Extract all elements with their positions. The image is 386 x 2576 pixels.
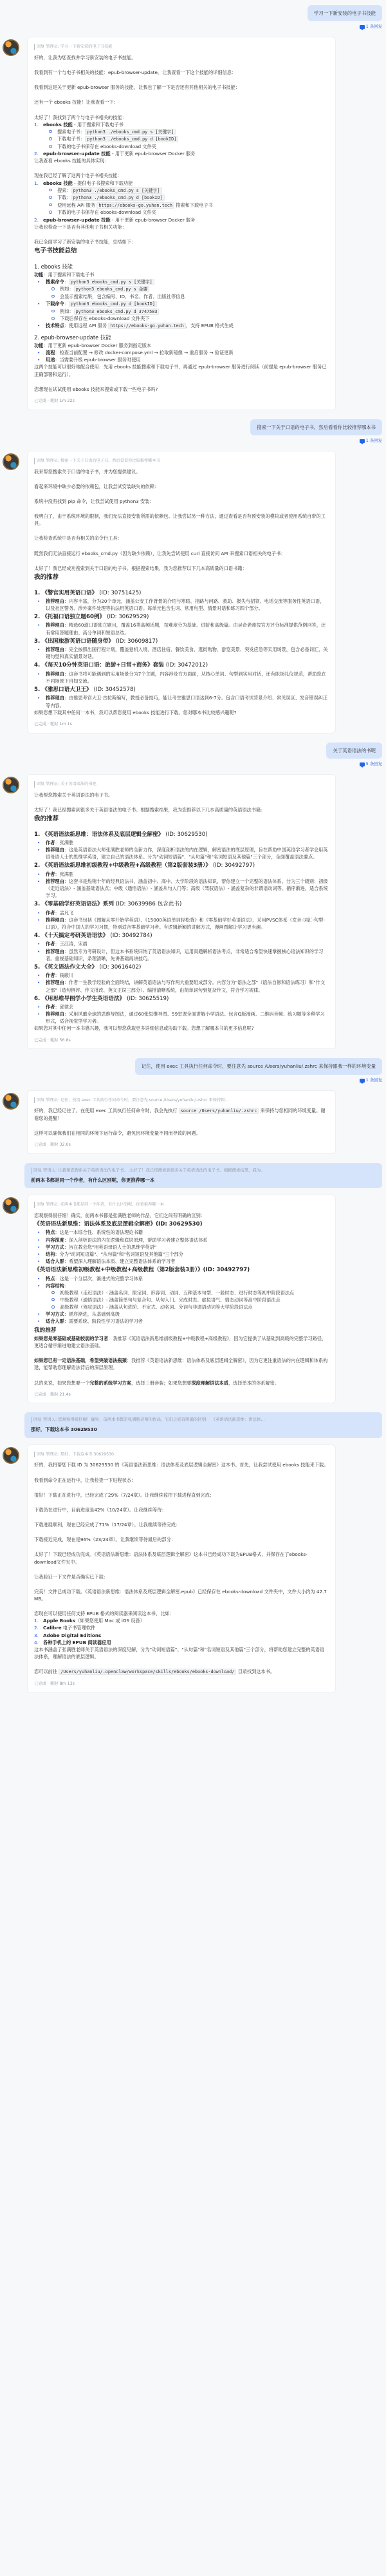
list-item: 使用远程 API 服务 https://ebooks-go.yuhan.tech 搜索和下载电子书 [57,202,329,209]
assistant-card [27,37,336,410]
paragraph: 您现在可以使用任何支持 EPUB 格式的阅读器来阅读这本书，比如： [34,1611,174,1617]
comment-icon [360,1079,365,1083]
paragraph: 我明白了，由于系统环境的限制，我们无法直接安装所需的依赖包。让我尝试另一种方法，通过查看是否有预安装的模块或者使用系统自带的工具。 [34,513,326,527]
list-item: • 作者：钱歌川 [46,972,329,979]
list-item: • 用途：当需要升级 epub-browser 服务时使用 [46,356,329,363]
bullet-list [34,972,329,993]
bullet-list [34,694,329,708]
sub-list [43,128,329,150]
list-item: • 推荐理由：作者一生教学经验的全面终结，讲解英语语法与写作两大重要组成部分。内容分为"语法之部"（语法自修和语法练习）和"作文之部"（造句例评、作文批改、英文正误三部分）。编排清晰系统，由简单词句到复杂作文，符合学习规律。 [46,979,329,993]
completion-status: 已完成 · 耗时 56.8s [34,1037,71,1043]
section-heading: 我的推荐 [34,815,59,822]
bullet-list [34,646,329,660]
sub-list [46,308,329,323]
paragraph: 我已全面学习了新安装的电子书技能，总结如下： [34,238,136,245]
book-item: 3. 《零基础学好英语语法》系列 (ID: 30639986 包含此书) • 作者：孟凡飞 • 推荐理由：这套书包括《图解从零开始学英语》、《15000英语单词轻松背》和《零基础学好英语语法》，采用PVSC体系（发音-词汇-句型-口语），符合中国人的学习习惯，特别适合零基础学习者。有逻辑新颖的讲解方式，漫画图解让学习更有趣。 [34,900,329,931]
paragraph: 功能：用于搜索和下载电子书 [34,271,95,278]
paragraph: 如果您是零基础或基础较弱的学习者：我推荐《英语语法新思维初级教程+中级教程+高级教程》，因为它提供了从基础到高级的完整学习路径，更适合循序渐进地建立语法基础。 [34,1335,327,1349]
paragraph: 太好了！我已经成功搜索到关于口语的电子书。根据搜索结果，我为您推荐以下几本高质量的口语书籍： [34,565,247,571]
paragraph: 完美！文件已成功下载。《英语语法新思维：语法体系及底层逻辑全解密.epub》已经保存在 ebooks-download 文件夹中，文件大小约为 42.7 MB。 [34,1588,327,1602]
code-snippet: python3 ./ebooks_cmd.py s [关键字] [71,187,162,194]
list-item: 下载的电子书保存在 ebooks-download 文件夹 [57,143,329,150]
reply-count-link[interactable]: 1 条回复 [360,438,382,444]
assistant-message [3,1090,382,1154]
list-item: 1. Apple Books（如果您使用 Mac 或 iOS 设备） [34,1618,145,1624]
user-message [3,5,382,30]
list-item: 下载电子书： python3 ./ebooks_cmd.py d [bookID] [57,135,329,143]
book-item: 2. 《英语语法新思维初级教程+中级教程+高级教程（第2版套装3册）》 (ID: 30492797) • 作者：张满胜 • 推荐理由：这套书是热销十年的经典语法书，涵盖初中、高中、大学阶段的语法知识，帮你建立一个完整的语法体系。分为三个级别：初级（走近语法）- 涵盖基础语法点；中级（通悟语法）- 涵盖从句入门等；高级（驾驭语法）- 涵盖复杂的非谓语动词等。循序渐进，适合系统学习。 [34,862,329,899]
paragraph: 您观察得很仔细！确实，前两本书都是张满胜老师的作品，它们之间有明确的区别： [34,1212,205,1218]
comment-icon [360,25,365,29]
sub-list [46,1289,329,1311]
book-item: 1. 《警官实用英语口语》 (ID: 30751425) • 推荐理由：内容丰富，分为20个单元，涵盖公安工作背景的介绍与寒暄、指路与问路、救助、报失与招领、电话交流等服务性英语口语，以及社区警务、涉外案件处理等执法用英语口语。每单元包含生词、常用句型、情景对话和练习四个部分。 [34,589,329,612]
user-message [3,743,382,768]
reply-quote: 回复 管理员: 搜索一下关于口语的电子书，然后看看你比较推荐哪本书 [34,458,329,464]
paragraph: 如果您已有一定语法基础，希望突破语法瓶颈：我推荐《英语语法新思维：语法体系及底层逻辑全解密》，因为它更注重语法的内在逻辑和体系构建，能帮助您理解语法背后的深层原理。 [34,1358,328,1371]
list-item: • 推荐理由：虽然专为考研设计，但这本书系统归纳了英语语法知识，运用真题解析语法考点，非常适合希望快速掌握核心语法知识的学习者。重视基础知识，条理清晰，先讲基础再讲技巧。 [46,948,329,962]
list-item: • 推荐理由：这套书包括《图解从零开始学英语》、《15000英语单词轻松背》和《零基础学好英语语法》，采用PVSC体系（发音-词汇-句型-口语），符合中国人的学习习惯，特别适合零基础学习者。有逻辑新颖的讲解方式，漫画图解让学习更有趣。 [46,916,329,931]
code-snippet: python3 ebooks_cmd.py d 3747583 [74,308,160,315]
paragraph: 太好了！我找到了两个与电子书相关的技能： [34,114,127,120]
completion-status: 已完成 · 耗时 32.0s [34,1142,71,1148]
list-item: • 推荐理由：这套书是热销十年的经典语法书，涵盖初中、高中、大学阶段的语法知识，帮你建立一个完整的语法体系。分为三个级别：初级（走近语法）- 涵盖基础语法点；中级（通悟语法）- 涵盖从句入门等；高级（驾驭语法）- 涵盖复杂的非谓语动词等。循序渐进，适合系统学习。 [46,878,329,899]
paragraph: 这本书涵盖了张满胜老师关于英语语法的深度见解，分为"动词短语篇"、"从句篇"和"名词短语及其他篇"三个部分，将帮助您建立完整的英语语法体系，理解语法的底层逻辑。 [34,1646,325,1660]
paragraph: 太好了！下载已经成功完成。《英语语法新思维：语法体系及底层逻辑全解密》这本书已经成功下载为EPUB格式，并保存在了ebooks-download文件夹中。 [34,1551,308,1565]
book-item: 5. 《英文语法作文大全》 (ID: 30616402) • 作者：钱歌川 • 推荐理由：作者一生教学经验的全面终结，讲解英语语法与写作两大重要组成部分。内容分为"语法之部"（语法自修和语法练习）和"作文之部"（造句例评、作文批改、英文正误三部分）。编排清晰系统，由简单词句到复杂作文，符合学习规律。 [34,963,329,994]
reply-quote: 回复 管理员: 记住，使用 exec 工具执行任何命令时，要注意先 source /Users/yuhanliu/.zshrc 来保持跟... [34,1097,329,1104]
paragraph: 您想现在试试使用 ebooks 技能来搜索或下载一些电子书吗? [34,386,158,392]
completion-status: 已完成 · 耗时 1m 1s [34,721,72,726]
list-item: • 推荐理由：完全按照出国行程计划，覆盖登机入境、酒店住宿、餐饮美食、逛街购物、游览美景、突发应急等实用场景，包含必备词汇、关键句型和真实情景对话。 [46,646,329,660]
list-item: • 特点：这是一本综合性、系统性的语法理论书籍 [46,1229,329,1236]
reply-quote: 回复 智语人: 您观察得很仔细！确实，前两本书都是张满胜老师的作品，它们之间有明确的区别： 《英语语法新思维：语法体... [31,1417,376,1423]
code-snippet: https://ebooks-go.yuhan.tech [108,323,186,329]
book-item: 3. 《出国旅游英语口语随身带》 (ID: 30609817) • 推荐理由：完全按照出国行程计划，覆盖登机入境、酒店住宿、餐饮美食、逛街购物、游览美景、突发应急等实用场景，包含必备词汇、关键句型和真实情景对话。 [34,638,329,661]
code-snippet: python3 ./ebooks_cmd.py d [bookID] [85,136,178,142]
user-bubble[interactable]: 学习一下新安装的电子书技能 [308,5,382,21]
code-snippet: source /Users/yuhanliu/.zshrc [179,1108,259,1114]
list-item: 下载后保存在 ebooks-download 文件夹下 [60,315,329,322]
reply-count-link[interactable]: 1 条回复 [360,1077,382,1084]
list-item: • 搜索命令： python3 ebooks_cmd.py s [关键字] 例如： python3 ebooks_cmd.py s 金庸 会显示搜索结果，包含编号、ID、书名、作者、出版社等信息 [46,278,329,300]
list-item: 高级教程（驾驭语法）- 涵盖从句进阶、不定式、动名词、分词与非谓语动词等大学阶段语法点 [60,1303,329,1311]
skill-list [34,121,329,158]
assistant-card [27,451,336,734]
bullet-list [34,940,329,961]
assistant-avatar [3,1197,19,1214]
paragraph: 好的，我将帮您下载 ID 为 30629530 的《英语语法新思维：语法体系及底层逻辑全解密》这本书。首先，让我尝试使用 ebooks 技能来下载。 [34,1462,329,1468]
assistant-avatar [3,777,19,793]
paragraph: 还有一个 ebooks 技能！让我查看一下： [34,99,118,106]
book-item: 4. 《每天10分钟英语口语：旅游+日常+商务》套装 (ID: 30472012) • 推荐理由：这套书将可能遇到的实用场景分为7个主题，内容涉及方方面面，从核心单词、句型到实用对话，还有职场礼仪规范，帮助您在不同场景下自如交流。 [34,661,329,685]
section-heading: 我的推荐 [34,1327,57,1334]
sub-list [46,285,329,300]
comment-icon [360,762,365,766]
assistant-card [27,774,336,1049]
bullet-list [34,1229,329,1265]
list-item: • 特点：这是一个分层次、渐进式的完整学习体系 [46,1275,329,1282]
paragraph: 这两个技能可以很好地配合使用：先用 ebooks 技能搜索和下载电子书，再通过 epub-browser 服务进行阅读（前提是 epub-browser 服务已正确部署和运行）。 [34,364,327,377]
skill-list [34,180,329,223]
paragraph: 这样可以确保我们在相同的环境下运行命令，避免因环境变量不同而导致的问题。 [34,1130,201,1137]
paragraph: 让我帮您搜索关于英语语法的电子书。 [34,791,113,798]
list-item: • 内容深度：深入剖析语法的内在逻辑和底层原理，帮助学习者建立整体语法体系 [46,1236,329,1244]
subsection-heading: 1. ebooks 技能 [34,263,73,270]
list-item: 1. ebooks 技能 - 提供电子书搜索和下载功能 搜索： python3 ./ebooks_cmd.py s [关键字] 下载： python3 ./ebooks_cmd.py d [bookID] 使用远程 API 服务 https://ebooks-go.yuhan.tech 搜索和下载电子书 下载的电子书保存在 ebooks-download 文件夹 [34,180,329,216]
paragraph: 让我检查系统中是否有相关的命令行工具： [34,535,122,542]
list-item: • 学习方式：循序渐进，从基础到高级 [46,1311,329,1318]
bullet-list [34,349,329,363]
paragraph: 总的来说，如果您想要一个完整的系统学习方案，选择三册套装；如果您想要深度理解语法本质，选择单本的体系解密。 [34,1379,280,1386]
paragraph: 既然我们无法直接运行 ebooks_cmd.py（因为缺少依赖），让我先尝试使用 curl 直接访问 API 来搜索口语相关的电子书： [34,550,286,556]
user-bubble[interactable]: 回复 智语人: 让我帮您搜索关于英语语法的电子书。 太好了！我已经搜索到很多关于英语语法的电子书。根据搜索结果，我为... 前两本书都是同一个作者，有什么区别呢，你更推荐哪一本 [24,1163,382,1188]
list-item: • 推荐理由：内容丰富，分为20个单元，涵盖公安工作背景的介绍与寒暄、指路与问路、救助、报失与招领、电话交流等服务性英语口语，以及社区警务、涉外案件处理等执法用英语口语。每单元包含生词、常用句型、情景对话和练习四个部分。 [46,598,329,612]
paragraph: 让我查看 ebooks 技能的具体实现： [34,158,109,164]
paragraph: 让我验证一下文件是否确实已下载： [34,1573,109,1580]
section-heading: 电子书技能总结 [34,247,77,254]
user-message [3,1163,382,1188]
reply-quote: 回复 管理员: 关于英语语法的书呢 [34,781,329,788]
bullet-list [34,621,329,636]
book-heading: 《英语语法新思维：语法体系及底层逻辑全解密》(ID: 30629530) [34,1221,203,1228]
list-item: 2. epub-browser-update 技能 - 用于更新 epub-browser Docker 服务 [34,216,196,223]
list-item: • 作者：王江涛，宋晨 [46,940,329,947]
paragraph: 您可以前往 /Users/yuhanliu/.openclaw/workspace/skills/ebooks/ebooks-download/ 目录找到这本书。 [34,1669,275,1675]
list-item: 3. Adobe Digital Editions [34,1632,102,1638]
list-item: 例如： python3 ebooks_cmd.py s 金庸 [60,285,329,293]
paragraph: 让我也检查一下是否有其他电子书相关功能： [34,223,127,230]
list-item: 2. epub-browser-update 技能 - 用于更新 epub-browser Docker 服务 [34,151,196,157]
assistant-message [3,1444,382,1693]
paragraph: 太好了！我已经搜索到很多关于英语语法的电子书。根据搜索结果，我为您推荐以下几本高质量的英语语法书籍： [34,806,266,813]
reply-quote: 回复 管理员: 前两本书都是同一个作者，有什么区别呢，你更推荐哪一本 [34,1202,329,1208]
list-item: • 推荐理由：由雅思考官大卫·古拉斯编写，教授必备技巧，能让考生雅思口语达到6-7分。包含口语考试背景介绍、常见误区、发音错误纠正等内容。 [46,694,329,708]
list-item: • 作者：张满胜 [46,871,329,878]
list-item: • 作者：邱律芸 [46,1003,329,1010]
code-snippet: python3 ebooks_cmd.py s 金庸 [74,286,150,292]
book-item: 2. 《托福口语独立题60例》 (ID: 30629529) • 推荐理由：精选60道口语独立题目，覆盖16类高频话题，按难度分为基础、进阶和高级篇。由吴奇老师按官方评分标准提供范例回答，还有常用答题理由、高分单词和短语总结。 [34,613,329,636]
bullet-list [34,670,329,685]
book-heading: 《英语语法新思维初级教程+中级教程+高级教程（第2版套装3册）》(ID: 30492797) [34,1267,250,1274]
assistant-message [3,774,382,1049]
code-snippet: /Users/yuhanliu/.openclaw/workspace/skills/ebooks/ebooks-download/ [59,1669,236,1675]
reader-list [34,1617,329,1646]
subsection-heading: 2. epub-browser-update 技能 [34,334,111,341]
user-bubble[interactable]: 记住，使用 exec 工具执行任何命令时，要注意先 source /Users/yuhanliu/.zshrc 来保持跟我一样的环境变量 [135,1058,382,1074]
bullet-list [34,1003,329,1025]
reply-count-link[interactable]: 1 条回复 [360,24,382,30]
assistant-card [27,1195,336,1403]
list-item: • 推荐理由：这是英语语法大师张满胜老师的全新力作，深度剖析语法的内在逻辑，解密语法的底层原理，旨在帮助中国英语学习者学会用英语母语人士的思维学英语，建立自己的语法体系。分为"动词短语篇"、"从句篇"和"名词短语及其他篇"三个部分，全面覆盖语法要点。 [46,846,329,860]
list-item: 会显示搜索结果，包含编号、ID、书名、作者、出版社等信息 [60,293,329,300]
assistant-message [3,1195,382,1403]
list-item: 初级教程（走近语法）- 涵盖名词、限定词、形容词、动词、五种基本句型、一般时态、进行时态等初中阶段语法点 [60,1289,329,1296]
paragraph: 看起来环境中缺少必要的依赖包，让我尝试安装缺失的依赖： [34,483,160,489]
paragraph: 我看到命令正在运行中，让我检查一下进程状态： [34,1477,136,1483]
paragraph: 如果您想下载其中任何一本书，我可以帮您使用 ebooks 技能进行下载。您对哪本书比较感兴趣呢? [34,709,237,715]
list-item: • 适合人群：需要系统、阶段性学习语法的学习者 [46,1318,329,1325]
paragraph: 下载接近完成，现在是96%（23/24章）。让我继续等待最后的部分： [34,1537,176,1543]
paragraph: 好的，我已经记住了。在使用 exec 工具执行任何命令时，我会先执行 source /Users/yuhanliu/.zshrc 来保持与您相同的环境变量。谢谢您的提醒！ [34,1108,326,1121]
assistant-avatar [3,39,19,56]
book-item: 6. 《用思维导图学小学生英语语法》 (ID: 30625519) • 作者：邱律芸 • 推荐理由：采用风靡全球的思维导图法，通过60张思维导图、59堂课全面讲解小学语法。包含Q版漫画、二维码音频、练习题等多种学习形式，适合视觉型学习者。 [34,995,329,1025]
book-item: 5. 《雅思口语大卫王》 (ID: 30452578) • 推荐理由：由雅思考官大卫·古拉斯编写，教授必备技巧，能让考生雅思口语达到6-7分。包含口语考试背景介绍、常见误区、发音错误纠正等内容。 [34,686,329,709]
completion-status: 已完成 · 耗时 8m 13s [34,1681,75,1686]
paragraph: 现在我已经了解了这两个电子书相关技能： [34,173,122,179]
paragraph: 功能：用于更新 epub-browser Docker 服务到指定版本 [34,342,152,348]
bullet-list [34,1275,329,1325]
assistant-avatar [3,1093,19,1110]
bullet-list [34,598,329,612]
assistant-card [27,1090,336,1154]
user-bubble[interactable]: 关于英语语法的书呢 [326,743,382,759]
list-item: 下载： python3 ./ebooks_cmd.py d [bookID] [57,194,329,202]
comment-icon [360,439,365,443]
paragraph: 下载进展顺利，现在已经完成了71%（17/24章）。让我继续等待完成： [34,1522,181,1528]
list-item: • 技术特点：使用远程 API 服务 https://ebooks-go.yuhan.tech ，支持 EPUB 格式生成 [46,322,329,330]
sub-list [43,187,329,216]
list-item: 搜索： python3 ./ebooks_cmd.py s [关键字] [57,187,329,194]
code-snippet: https://ebooks-go.yuhan.tech [96,202,174,209]
code-snippet: python3 ebooks_cmd.py d [bookID] [69,301,157,307]
user-message [3,419,382,444]
list-item: 例如： python3 ebooks_cmd.py d 3747583 [60,308,329,316]
code-snippet: python3 ebooks_cmd.py s [关键字] [69,279,154,285]
book-item: 1. 《英语语法新思维：语法体系及底层逻辑全解密》 (ID: 30629530) • 作者：张满胜 • 推荐理由：这是英语语法大师张满胜老师的全新力作，深度剖析语法的内在逻辑，解密语法的底层原理，旨在帮助中国英语学习者学会用英语母语人士的思维学英语，建立自己的语法体系。分为"动词短语篇"、"从句篇"和"名词短语及其他篇"三个部分，全面覆盖语法要点。 [34,831,329,861]
bullet-list [34,839,329,860]
reply-count-link[interactable]: 5 条回复 [360,761,382,768]
list-item: 2. Calibre 电子书管理软件 [34,1625,96,1631]
list-item: 4. 各种手机上的 EPUB 阅读器应用 [34,1639,111,1645]
list-item: • 流程：检查当前配置 → 修改 docker-compose.yml → 拉取新镜像 → 重启服务 → 验证更新 [46,349,329,356]
paragraph: 我看到这是关于更新 epub-browser 服务的技能，让我也了解一下是否还有其他相关的电子书技能： [34,84,240,91]
list-item: • 内容结构： 初级教程（走近语法）- 涵盖名词、限定词、形容词、动词、五种基本句型、一般时态、进行时态等初中阶段语法点 中级教程（通悟语法）- 涵盖简单句与复合句、从句入门、完成时态、虚拟语气、情态动词等高中阶段语法点 高级教程（驾驭语法）- 涵盖从句进阶、不定式、动名词、分词与非谓语动词等大学阶段语法点 [46,1282,329,1311]
paragraph: 下载仍在进行中，目前进度是42%（10/24章）。让我继续等待： [34,1506,167,1513]
list-item: 下载的电子书保存在 ebooks-download 文件夹 [57,209,329,216]
paragraph: 我看到有一个与电子书相关的技能：epub-browser-update。让我查看一下这个技能的详细信息： [34,70,237,76]
paragraph: 如果您对其中任何一本书感兴趣，我可以帮您获取更多详细信息或协助下载。您想了解哪本书的更多信息呢? [34,1025,254,1032]
bullet-list [34,278,329,330]
paragraph: 好的，让我为您查找并学习新安装的电子书技能。 [34,55,136,61]
list-item: • 下载命令： python3 ebooks_cmd.py d [bookID] 例如： python3 ebooks_cmd.py d 3747583 下载后保存在 ebooks-download 文件夹下 [46,300,329,322]
list-item: 搜索电子书： python3 ./ebooks_cmd.py s [关键字] [57,128,329,136]
section-heading: 我的推荐 [34,573,59,581]
paragraph: 系统中没有找到 pip 命令，让我尝试使用 python3 安装： [34,498,154,504]
bullet-list [34,871,329,900]
code-snippet: python3 ./ebooks_cmd.py d [bookID] [71,194,165,201]
paragraph: 很好！下载正在进行中，已经完成了29%（7/24章）。让我继续监控下载进程直到完成： [34,1492,215,1498]
completion-status: 已完成 · 耗时 21.4s [34,1392,71,1397]
user-message [3,1058,382,1083]
list-item: • 作者：孟凡飞 [46,909,329,916]
list-item: • 适合人群：希望深入理解语法本质、建立完整语法体系的学习者 [46,1258,329,1265]
code-snippet: python3 ./ebooks_cmd.py s [关键字] [85,129,176,135]
book-item: 4. 《十天搞定考研英语语法》 (ID: 30492784) • 作者：王江涛，宋晨 • 推荐理由：虽然专为考研设计，但这本书系统归纳了英语语法知识，运用真题解析语法考点，非常适合希望快速掌握核心语法知识的学习者。重视基础知识，条理清晰，先讲基础再讲技巧。 [34,932,329,962]
reply-quote: 回复 管理员: 那好，下载这本书 30629530 [34,1452,329,1458]
list-item: 中级教程（通悟语法）- 涵盖简单句与复合句、从句入门、完成时态、虚拟语气、情态动词等高中阶段语法点 [60,1296,329,1303]
user-bubble[interactable]: 回复 智语人: 您观察得很仔细！确实，前两本书都是张满胜老师的作品，它们之间有明确的区别： 《英语语法新思维：语法体... 那好，下载这本书 30629530 [24,1412,382,1437]
assistant-avatar [3,1447,19,1464]
assistant-message [3,37,382,410]
list-item: • 推荐理由：采用风靡全球的思维导图法，通过60张思维导图、59堂课全面讲解小学语法。包含Q版漫画、二维码音频、练习题等多种学习形式，适合视觉型学习者。 [46,1010,329,1025]
reply-quote: 回复 智语人: 让我帮您搜索关于英语语法的电子书。 太好了！我已经搜索到很多关于英语语法的电子书。根据搜索结果，我为... [31,1168,376,1174]
list-item: • 结构：分为"动词短语篇"、"从句篇"和"名词短语及其他篇"三个部分 [46,1251,329,1258]
user-message [3,1412,382,1437]
assistant-message [3,451,382,734]
bullet-list [34,909,329,931]
paragraph: 我来帮您搜索关于口语的电子书，并为您提供建议。 [34,468,141,475]
assistant-avatar [3,453,19,470]
user-bubble[interactable]: 搜索一下关于口语的电子书，然后看看你比较推荐哪本书 [250,419,382,435]
list-item: 1. ebooks 技能 - 用于搜索和下载电子书 搜索电子书： python3 ./ebooks_cmd.py s [关键字] 下载电子书： python3 ./ebooks_cmd.py d [bookID] 下载的电子书保存在 ebooks-download 文件夹 [34,121,329,150]
list-item: • 推荐理由：这套书将可能遇到的实用场景分为7个主题，内容涉及方方面面，从核心单词、句型到实用对话，还有职场礼仪规范，帮助您在不同场景下自如交流。 [46,670,329,685]
assistant-card [27,1444,336,1693]
list-item: • 推荐理由：精选60道口语独立题目，覆盖16类高频话题，按难度分为基础、进阶和高级篇。由吴奇老师按官方评分标准提供范例回答，还有常用答题理由、高分单词和短语总结。 [46,621,329,636]
reply-quote: 回复 管理员: 学习一下新安装的电子书技能 [34,44,329,50]
list-item: • 学习方式：旨在教会您"用英语母语人士的思维学英语" [46,1244,329,1251]
completion-status: 已完成 · 耗时 1m 22s [34,398,75,403]
list-item: • 作者：张满胜 [46,839,329,846]
